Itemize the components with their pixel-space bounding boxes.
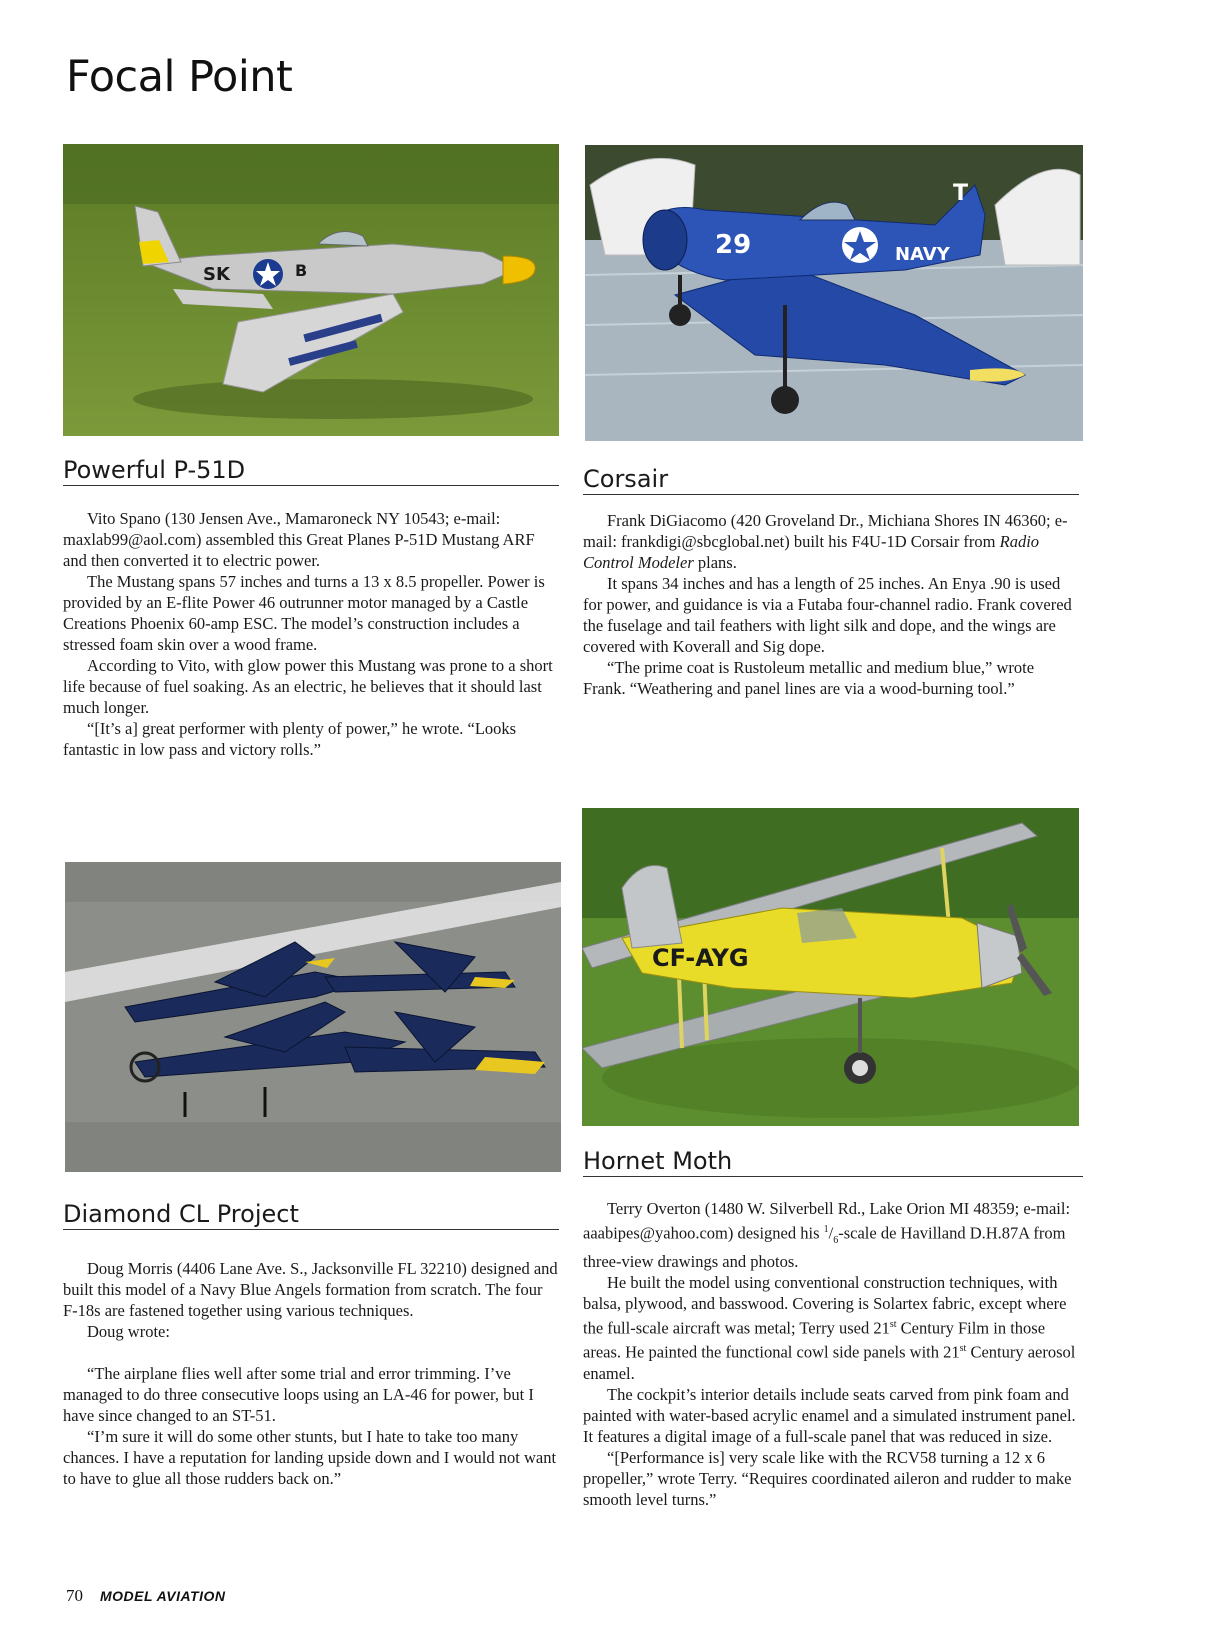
corsair-article (583, 510, 1079, 699)
hornet-text-run: -scale de Havilland D.H.87A from three-view drawings and photos. (583, 1223, 1066, 1271)
diamond-paragraph: “The airplane flies well after some trial and error trimming. I’ve managed to do three consecutive loops using an LA-46 for power, but I have since changed to an ST-51. (63, 1364, 534, 1425)
corsair-paragraph: “The prime coat is Rustoleum metallic and medium blue,” wrote Frank. “Weathering and panel lines are via a wood-burning tool.” (583, 658, 1035, 698)
p51-paragraph: “[It’s a] great performer with plenty of power,” he wrote. “Looks fantastic in low pass and victory rolls.” (63, 719, 517, 759)
hornet-text-run: Terry Overton (1480 W. Silverbell Rd., Lake Orion MI 48359; e-mail: aaabipes@yahoo.com) designed his (583, 1199, 1071, 1243)
corsair-paragraph: It spans 34 inches and has a length of 25 inches. An Enya .90 is used for power, and guidance is via a Futaba four-channel radio. Frank covered the fuselage and tail feathers with light silk and dope, and the wings are covered with Koverall and Sig dope. (583, 574, 1072, 656)
corsair-text-run: Frank DiGiacomo (420 Groveland Dr., Michiana Shores IN 46360; e-mail: frankdigi@sbcglobal.net) built his F4U-1D Corsair from (583, 511, 1068, 551)
hornet-text-run: Century aerosol enamel. (583, 1342, 1076, 1383)
fraction-denominator: 6 (833, 1234, 839, 1246)
fraction-numerator: 1 (823, 1224, 829, 1235)
diamond-photo (65, 862, 561, 1172)
p51-code-right: B (295, 261, 308, 280)
diamond-paragraph: Doug wrote: (87, 1322, 170, 1341)
corsair-paragraph (583, 510, 1079, 573)
hornet-paragraph: “[Performance is] very scale like with the RCV58 turning a 12 x 6 propeller,” wrote Terry. “Requires coordinated aileron and rudder to make smooth level turns.” (583, 1447, 1072, 1509)
hornet-registration: CF-AYG (652, 944, 749, 972)
hornet-article (583, 1198, 1083, 1510)
corsair-text-run: plans. (693, 553, 737, 572)
p51-photo (63, 144, 559, 436)
hornet-photo (582, 808, 1079, 1126)
diamond-paragraph: “I’m sure it will do some other stunts, but I hate to take too many chances. I have a reputation for landing upside down and I would not want to have to glue all those rudders back on.” (63, 1427, 557, 1488)
p51-code-left: SK (203, 264, 230, 285)
hornet-heading: Hornet Moth (583, 1147, 1083, 1177)
diamond-paragraph: Doug Morris (4406 Lane Ave. S., Jacksonville FL 32210) designed and built this model of a Navy Blue Angels formation from scratch. The four F-18s are fastened together using various techniques. (63, 1259, 558, 1320)
p51-article (63, 508, 559, 760)
diamond-article (63, 1258, 559, 1489)
hornet-text-run: Century Film in those areas. He painted the functional cowl side panels with 21 (583, 1318, 1046, 1362)
p51-paragraph: According to Vito, with glow power this Mustang was prone to a short life because of fuel soaking. As an electric, he believes that it should last much longer. (63, 656, 553, 717)
diamond-heading: Diamond CL Project (63, 1200, 559, 1230)
hornet-paragraph: The cockpit’s interior details include seats carved from pink foam and painted with water-based acrylic enamel and a simulated instrument panel. It features a digital image of a full-scale panel that was reduced in size. (583, 1384, 1076, 1446)
fraction-slash: / (828, 1223, 834, 1243)
corsair-navy: NAVY (895, 244, 950, 265)
ordinal-suffix: st (889, 1318, 897, 1330)
ordinal-suffix: st (959, 1343, 967, 1355)
p51-paragraph: The Mustang spans 57 inches and turns a 13 x 8.5 propeller. Power is provided by an E-flite Power 46 outrunner motor managed by a Castle Creations Phoenix 60-amp ESC. The model’s construction includes a stressed foam skin over a wood frame. (63, 572, 545, 654)
magazine-name: MODEL AVIATION (100, 1588, 226, 1604)
corsair-number: 29 (715, 230, 752, 260)
p51-paragraph: Vito Spano (130 Jensen Ave., Mamaroneck NY 10543; e-mail: maxlab99@aol.com) assembled this Great Planes P-51D Mustang ARF and then converted it to electric power. (63, 509, 535, 570)
corsair-photo (585, 145, 1083, 441)
page-title: Focal Point (66, 52, 293, 102)
hornet-paragraph (583, 1272, 1083, 1384)
corsair-tail: T (953, 181, 969, 206)
page-number: 70 (66, 1586, 83, 1605)
hornet-text-run: He built the model using conventional construction techniques, with balsa, plywood, and basswood. Covering is Solartex fabric, except where the full-scale aircraft was metal; Terry used 21 (583, 1272, 1067, 1338)
p51-heading: Powerful P-51D (63, 456, 559, 486)
corsair-plans-title: Radio Control Modeler (583, 532, 1040, 572)
hornet-paragraph (583, 1198, 1083, 1272)
corsair-heading: Corsair (583, 465, 1079, 495)
